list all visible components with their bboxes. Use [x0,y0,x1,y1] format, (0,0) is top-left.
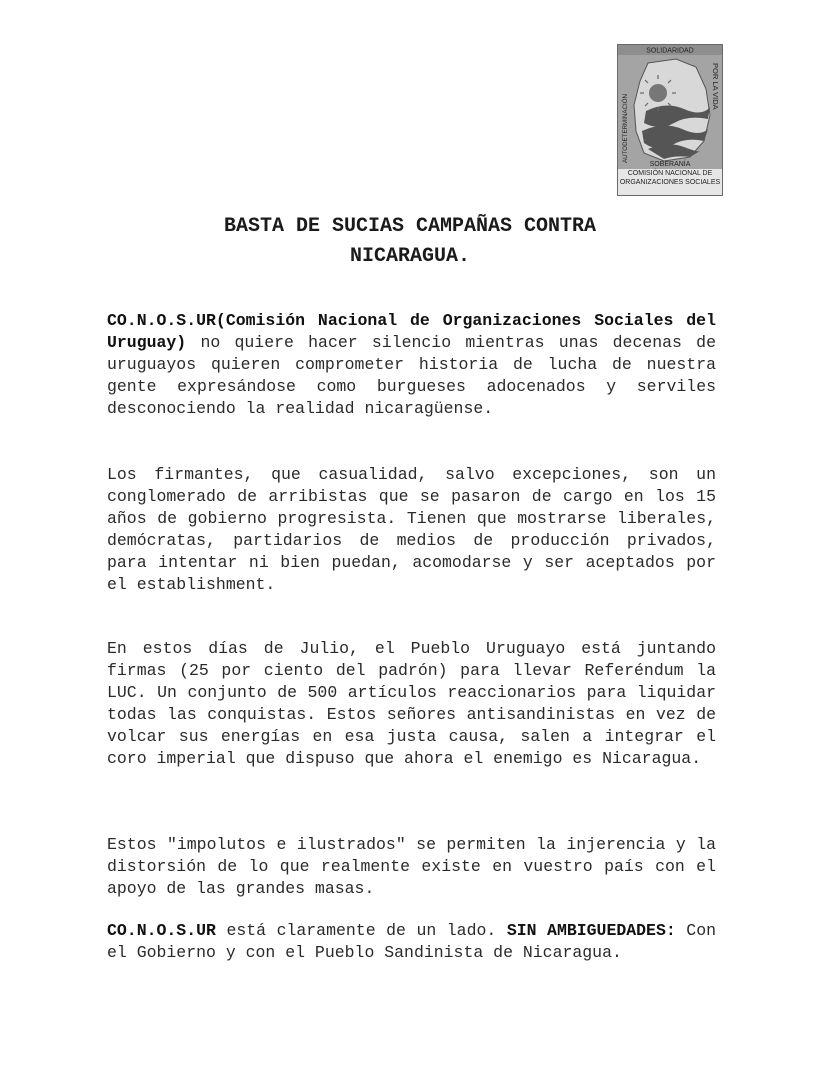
logo-left-text: AUTODETERMINACIÓN [622,94,629,163]
document-title [130,212,690,272]
org-acronym-bold: CO.N.O.S.UR [107,921,216,940]
paragraph-5-text-1: está claramente de un lado. [215,921,507,940]
paragraph-3-text: En estos días de Julio, el Pueblo Uruguayo está juntando firmas (25 por ciento del padrón) para llevar Referéndum la LUC. Un conjunto de 500 artículos reaccionarios para liquidar todas las conquistas. Estos señores antisandinistas en vez de volcar sus energías en esa justa causa, salen a integrar el coro imperial que dispuso que ahora el enemigo es Nicaragua. [107,639,716,768]
paragraph-5 [107,920,716,964]
paragraph-2-text: Los firmantes, que casualidad, salvo excepciones, son un conglomerado de arribistas que se pasaron de cargo en los 15 años de gobierno progresista. Tienen que mostrarse liberales, demócratas, partidarios de medios de producción privados, para intentar ni bien puedan, acomodarse y ser aceptados por el establishment. [107,465,716,594]
logo-right-text: POR LA VIDA [711,63,720,110]
org-name-bold: CO.N.O.S.UR(Comisión Nacional de Organizaciones Sociales del Uruguay) [107,311,716,352]
organization-logo [617,44,723,196]
title-line1: BASTA DE SUCIAS CAMPAÑAS CONTRA [223,215,597,238]
paragraph-2 [107,464,716,596]
paragraph-4 [107,834,716,900]
logo-org-name [618,169,722,195]
logo-org-line2: ORGANIZACIONES SOCIALES [619,179,721,186]
paragraph-1-text: no quiere hacer silencio mientras unas decenas de uruguayos quieren comprometer historia de lucha de nuestra gente expresándose como burgueses adocenados y serviles desconociendo la realidad nicaragüense. [107,333,716,418]
paragraph-5-text-2: Con el Gobierno y con el Pueblo Sandinista de Nicaragua. [107,921,716,962]
title-line2: NICARAGUA. [349,245,471,268]
logo-bottom-text: SOBERANÍA [649,161,691,168]
paragraph-1 [107,310,716,420]
logo-org-line1: COMISIÓN NACIONAL DE [627,170,713,177]
sin-ambiguedades-bold: SIN AMBIGUEDADES: [506,921,676,940]
paragraph-4-text: Estos "impolutos e ilustrados" se permiten la injerencia y la distorsión de lo que realmente existe en vuestro país con el apoyo de las grandes masas. [107,835,716,898]
paragraph-3 [107,638,716,770]
logo-top-text: SOLIDARIDAD [646,47,694,55]
